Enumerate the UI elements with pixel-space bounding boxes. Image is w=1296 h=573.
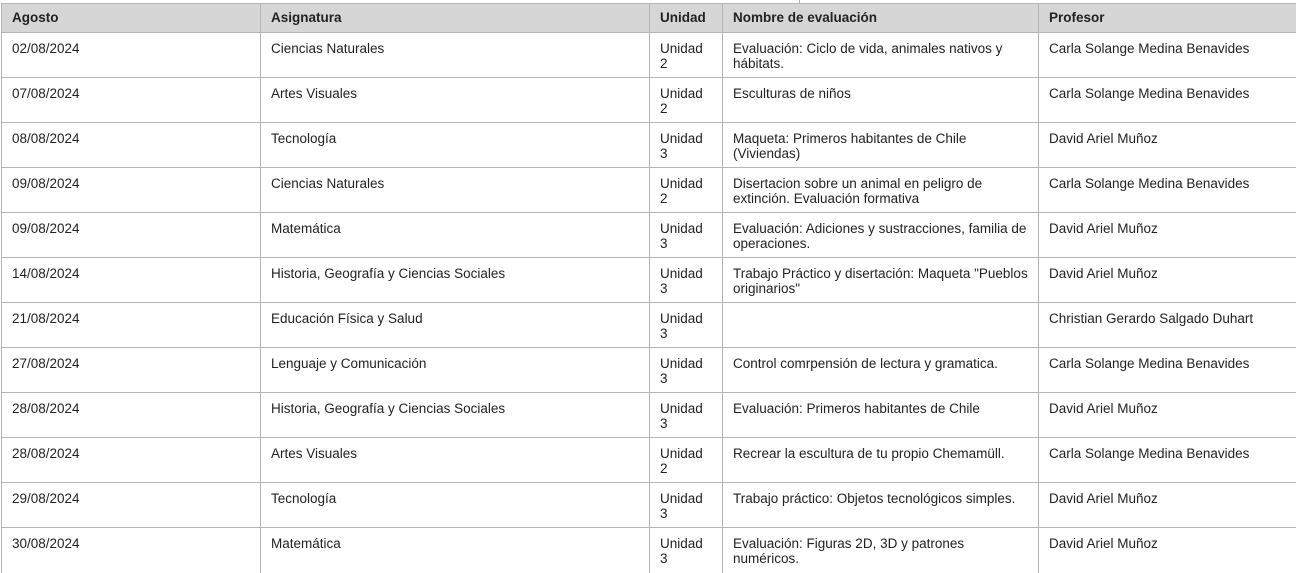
cell-fecha: 09/08/2024 [2, 168, 261, 213]
cell-asignatura: Lenguaje y Comunicación [261, 348, 650, 393]
cell-fecha: 28/08/2024 [2, 393, 261, 438]
cell-fecha: 07/08/2024 [2, 78, 261, 123]
cell-evaluacion: Evaluación: Adiciones y sustracciones, familia de operaciones. [723, 213, 1039, 258]
cell-evaluacion: Disertacion sobre un animal en peligro de extinción. Evaluación formativa [723, 168, 1039, 213]
cell-unidad: Unidad 3 [650, 123, 723, 168]
cell-unidad: Unidad 3 [650, 303, 723, 348]
cell-evaluacion: Trabajo práctico: Objetos tecnológicos simples. [723, 483, 1039, 528]
cell-evaluacion: Recrear la escultura de tu propio Chemamüll. [723, 438, 1039, 483]
cell-evaluacion: Maqueta: Primeros habitantes de Chile (Viviendas) [723, 123, 1039, 168]
cell-asignatura: Matemática [261, 213, 650, 258]
cell-unidad: Unidad 3 [650, 528, 723, 573]
cell-profesor: Carla Solange Medina Benavides [1039, 168, 1296, 213]
cell-profesor: Carla Solange Medina Benavides [1039, 78, 1296, 123]
cell-fecha: 30/08/2024 [2, 528, 261, 573]
cell-evaluacion: Trabajo Práctico y disertación: Maqueta "Pueblos originarios" [723, 258, 1039, 303]
cell-unidad: Unidad 2 [650, 168, 723, 213]
cell-profesor: Christian Gerardo Salgado Duhart [1039, 303, 1296, 348]
table-row [2, 393, 1296, 438]
table-row [2, 528, 1296, 573]
cell-profesor: David Ariel Muñoz [1039, 213, 1296, 258]
cell-profesor: David Ariel Muñoz [1039, 483, 1296, 528]
evaluation-schedule-table [1, 3, 1296, 573]
cell-profesor: David Ariel Muñoz [1039, 528, 1296, 573]
cell-evaluacion [723, 303, 1039, 348]
cell-asignatura: Tecnología [261, 483, 650, 528]
cell-asignatura: Matemática [261, 528, 650, 573]
header-nombre-evaluacion: Nombre de evaluación [723, 4, 1039, 33]
cell-asignatura: Ciencias Naturales [261, 33, 650, 78]
cell-asignatura: Tecnología [261, 123, 650, 168]
table-row [2, 303, 1296, 348]
cell-asignatura: Artes Visuales [261, 78, 650, 123]
cell-fecha: 08/08/2024 [2, 123, 261, 168]
cell-asignatura: Ciencias Naturales [261, 168, 650, 213]
cell-asignatura: Artes Visuales [261, 438, 650, 483]
cell-fecha: 29/08/2024 [2, 483, 261, 528]
table-row [2, 33, 1296, 78]
cell-fecha: 27/08/2024 [2, 348, 261, 393]
cell-unidad: Unidad 3 [650, 483, 723, 528]
cell-unidad: Unidad 2 [650, 438, 723, 483]
cell-fecha: 09/08/2024 [2, 213, 261, 258]
cell-unidad: Unidad 2 [650, 78, 723, 123]
cell-fecha: 28/08/2024 [2, 438, 261, 483]
cell-unidad: Unidad 3 [650, 258, 723, 303]
cell-asignatura: Educación Física y Salud [261, 303, 650, 348]
cell-asignatura: Historia, Geografía y Ciencias Sociales [261, 393, 650, 438]
cell-profesor: Carla Solange Medina Benavides [1039, 33, 1296, 78]
table-row [2, 78, 1296, 123]
cell-evaluacion: Evaluación: Primeros habitantes de Chile [723, 393, 1039, 438]
cell-evaluacion: Evaluación: Figuras 2D, 3D y patrones numéricos. [723, 528, 1039, 573]
cell-asignatura: Historia, Geografía y Ciencias Sociales [261, 258, 650, 303]
table-row [2, 348, 1296, 393]
cell-profesor: Carla Solange Medina Benavides [1039, 348, 1296, 393]
table-row [2, 438, 1296, 483]
table-row [2, 483, 1296, 528]
cell-fecha: 02/08/2024 [2, 33, 261, 78]
cell-fecha: 14/08/2024 [2, 258, 261, 303]
cell-unidad: Unidad 2 [650, 33, 723, 78]
cell-evaluacion: Esculturas de niños [723, 78, 1039, 123]
cell-evaluacion: Evaluación: Ciclo de vida, animales nativos y hábitats. [723, 33, 1039, 78]
table-row [2, 123, 1296, 168]
cell-unidad: Unidad 3 [650, 393, 723, 438]
cell-profesor: Carla Solange Medina Benavides [1039, 438, 1296, 483]
cell-fecha: 21/08/2024 [2, 303, 261, 348]
table-row [2, 168, 1296, 213]
cell-evaluacion: Control comrpensión de lectura y gramatica. [723, 348, 1039, 393]
cell-profesor: David Ariel Muñoz [1039, 123, 1296, 168]
cell-unidad: Unidad 3 [650, 213, 723, 258]
header-profesor: Profesor [1039, 4, 1296, 33]
table-row [2, 258, 1296, 303]
table-row [2, 213, 1296, 258]
cell-unidad: Unidad 3 [650, 348, 723, 393]
cell-profesor: David Ariel Muñoz [1039, 258, 1296, 303]
cell-profesor: David Ariel Muñoz [1039, 393, 1296, 438]
header-asignatura: Asignatura [261, 4, 650, 33]
header-unidad: Unidad [650, 4, 723, 33]
header-agosto: Agosto [2, 4, 261, 33]
header-row [2, 4, 1296, 33]
